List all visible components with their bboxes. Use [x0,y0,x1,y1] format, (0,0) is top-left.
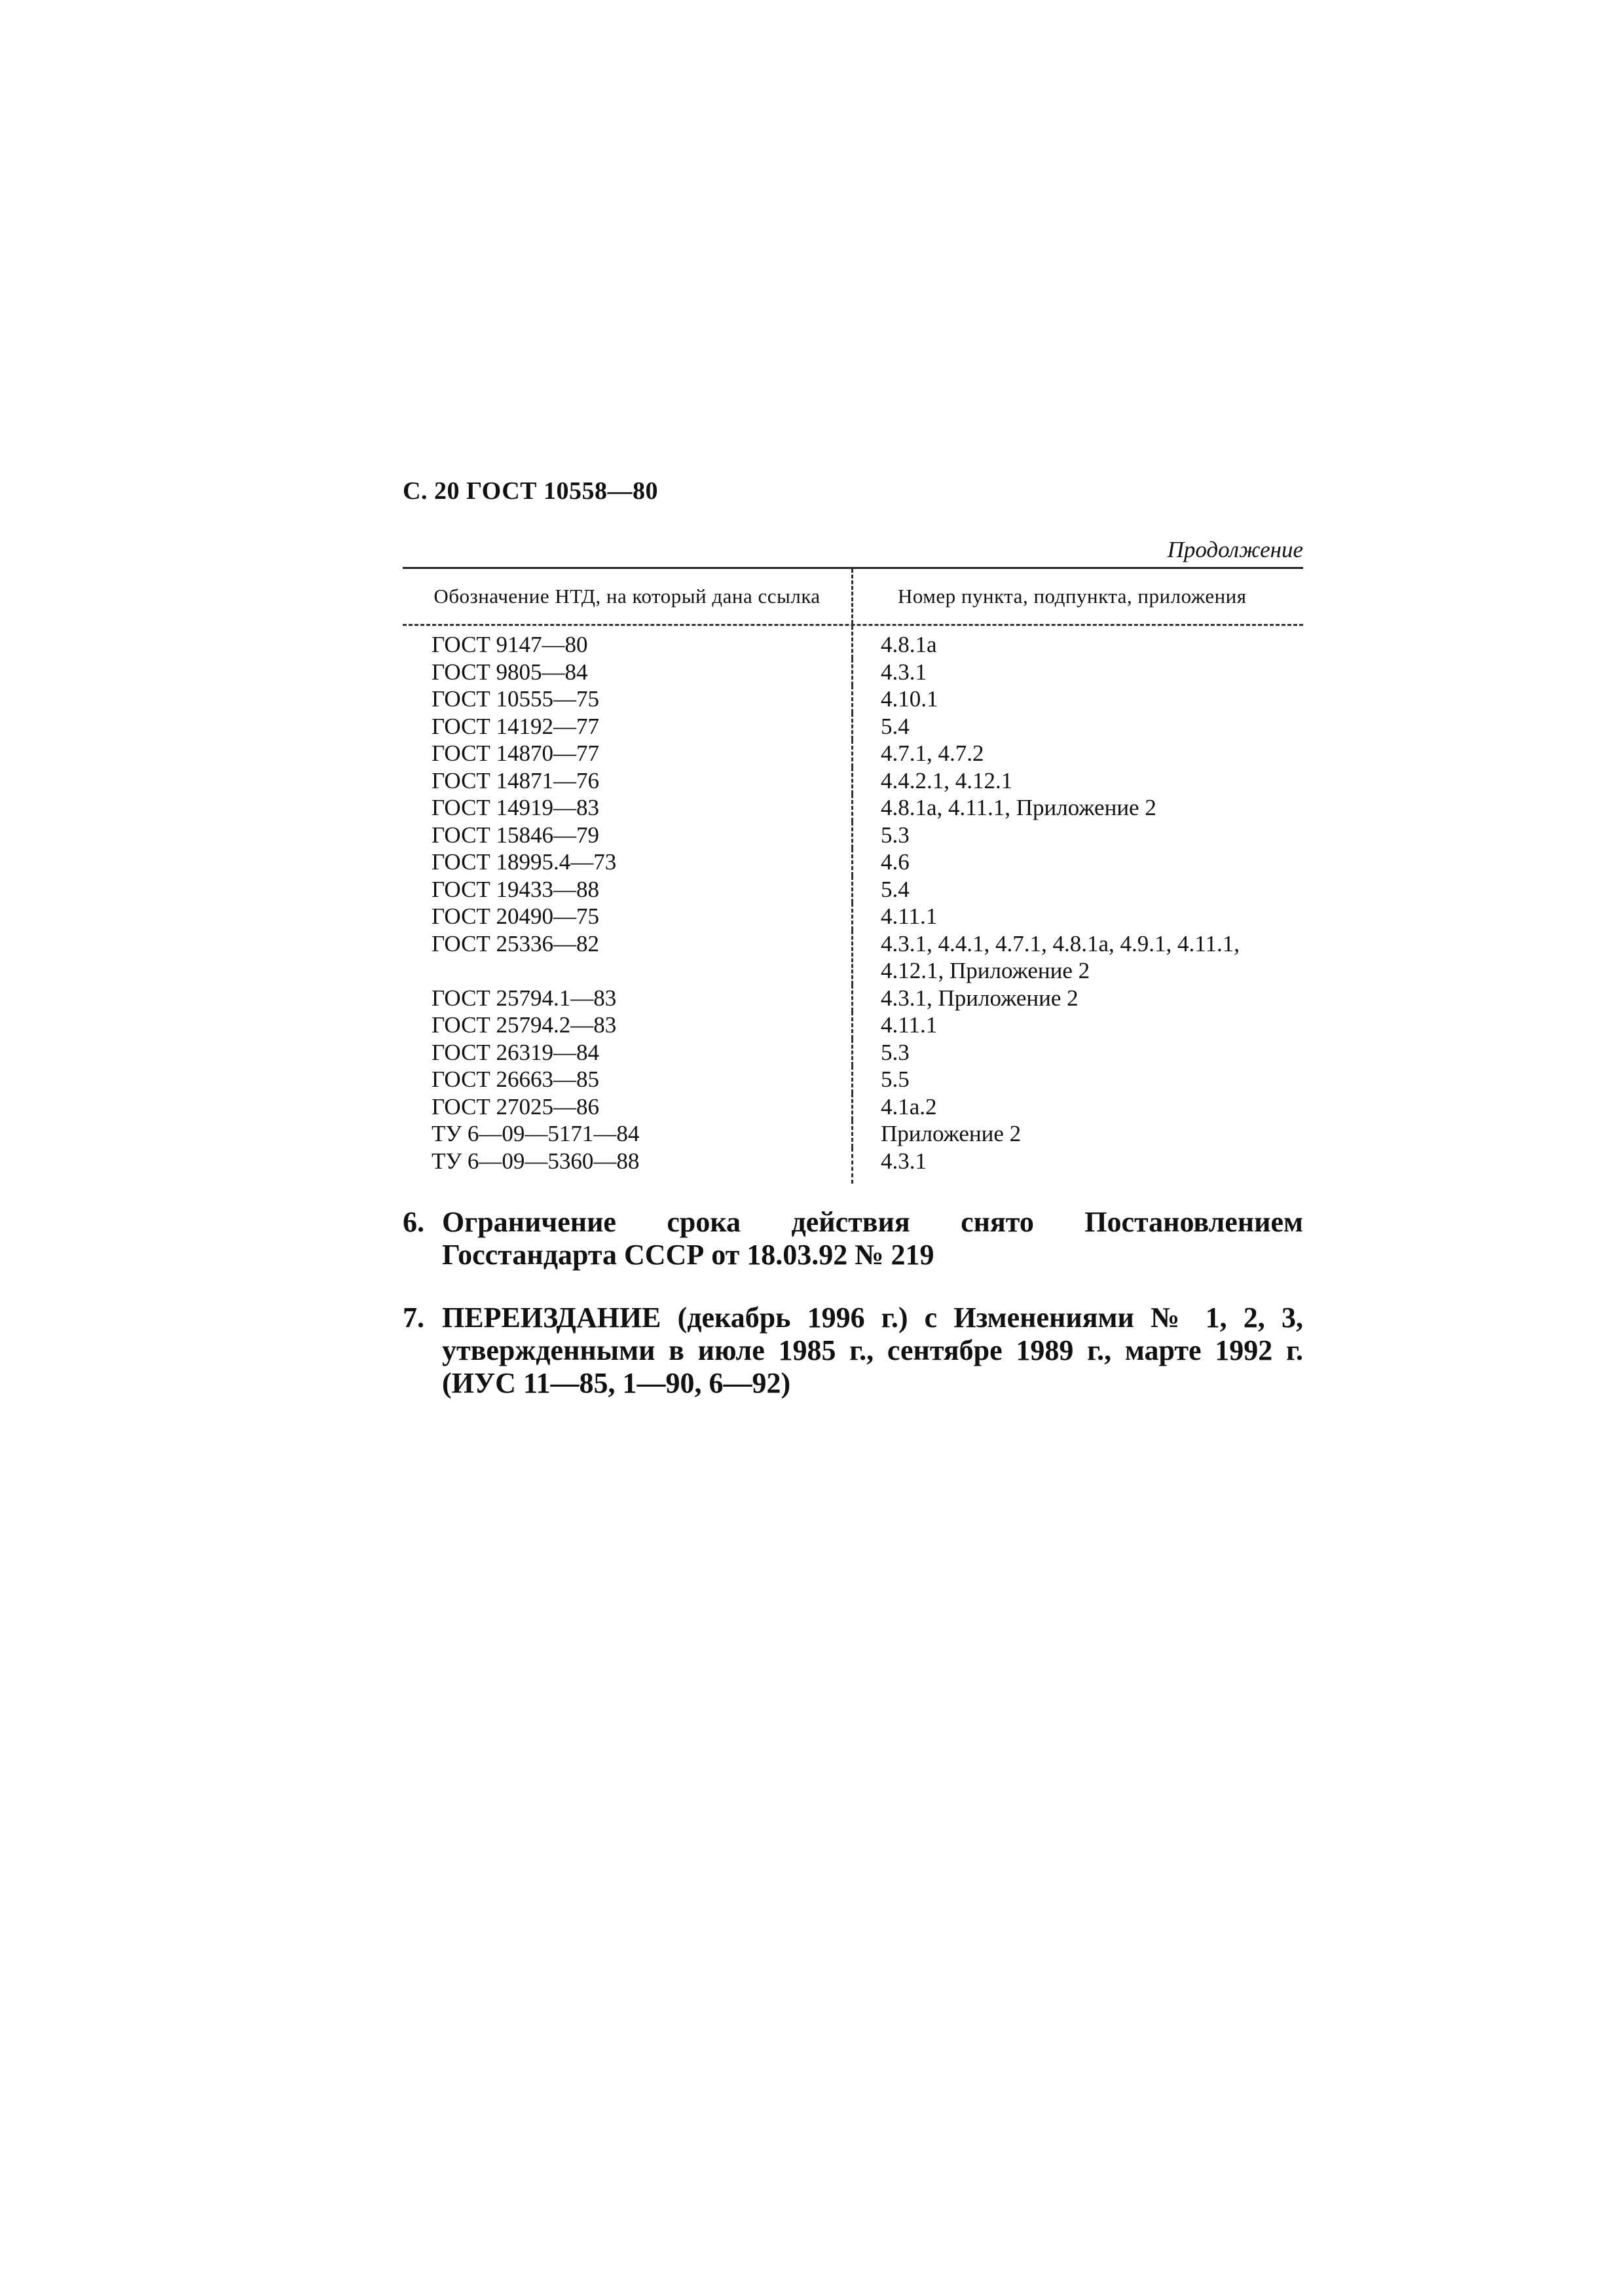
ntd-designation-cell: ТУ 6—09—5360—88 [432,1148,640,1174]
ntd-designation-cell: ГОСТ 26663—85 [432,1066,600,1092]
table-row [403,1148,1303,1184]
table-row [403,1011,1303,1039]
clause-number-cell: 4.8.1а [851,626,1303,659]
clause-number-cell: 4.3.1 [851,1148,1303,1184]
clause-number-cell: 4.8.1а, 4.11.1, Приложение 2 [851,794,1303,822]
page-header: С. 20 ГОСТ 10558—80 [403,477,658,505]
table-row [403,713,1303,740]
reference-table [403,567,1303,1184]
table-row [403,876,1303,903]
continuation-label: Продолжение [1167,537,1303,562]
clause-number-cell: 4.11.1 [851,1011,1303,1039]
ntd-designation-cell: ГОСТ 9805—84 [432,659,588,685]
table-row [403,794,1303,822]
clause-number-cell: 5.3 [851,822,1303,849]
table-row [403,985,1303,1012]
clause-number-cell: 5.4 [851,876,1303,903]
table-row [403,1039,1303,1066]
table-row [403,740,1303,767]
table-row [403,848,1303,876]
header-clause-number: Номер пункта, подпункта, приложения [851,569,1303,624]
ntd-designation-cell: ГОСТ 14871—76 [432,767,600,793]
clause-number-cell: 5.5 [851,1066,1303,1093]
note-text: ПЕРЕИЗДАНИЕ (декабрь 1996 г.) с Изменениями № 1, 2, 3, утвержденными в июле 1985 г., сентябре 1989 г., марте 1992 г. (ИУС 11—85, 1—90, 6—92) [442,1302,1303,1399]
header-ntd-designation: Обозначение НТД, на который дана ссылка [434,585,821,608]
clause-number-cell: 5.4 [851,713,1303,740]
ntd-designation-cell: ГОСТ 19433—88 [432,876,600,902]
note-number: 6. [403,1206,424,1238]
ntd-designation-cell: ГОСТ 25336—82 [432,930,600,957]
table-row [403,930,1303,985]
clause-number-cell: 4.11.1 [851,903,1303,930]
table-row [403,659,1303,686]
ntd-designation-cell: ГОСТ 20490—75 [432,903,600,929]
clause-number-cell: Приложение 2 [851,1120,1303,1148]
clause-number-cell: 5.3 [851,1039,1303,1066]
note-text: Ограничение срока действия снято Постановлением Госстандарта СССР от 18.03.92 № 219 [442,1206,1303,1271]
table-row [403,767,1303,795]
ntd-designation-cell: ГОСТ 9147—80 [432,632,588,657]
table-row [403,626,1303,659]
ntd-designation-cell: ГОСТ 25794.2—83 [432,1012,617,1038]
clause-number-cell: 4.3.1 [851,659,1303,686]
ntd-designation-cell: ГОСТ 25794.1—83 [432,985,617,1011]
ntd-designation-cell: ГОСТ 18995.4—73 [432,849,617,875]
ntd-designation-cell: ГОСТ 10555—75 [432,686,600,712]
table-header-row [403,569,1303,624]
clause-number-cell: 4.1а.2 [851,1093,1303,1121]
ntd-designation-cell: ГОСТ 14870—77 [432,740,600,766]
notes-section [403,1206,1303,1400]
ntd-designation-cell: ГОСТ 15846—79 [432,822,600,848]
table-row [403,685,1303,713]
table-row [403,903,1303,930]
ntd-designation-cell: ГОСТ 14919—83 [432,795,600,820]
ntd-designation-cell: ТУ 6—09—5171—84 [432,1121,640,1146]
note-item [403,1206,1303,1271]
note-item [403,1302,1303,1400]
clause-number-cell: 4.10.1 [851,685,1303,713]
ntd-designation-cell: ГОСТ 14192—77 [432,713,600,739]
ntd-designation-cell: ГОСТ 27025—86 [432,1093,600,1120]
clause-number-cell: 4.6 [851,848,1303,876]
clause-number-cell: 4.7.1, 4.7.2 [851,740,1303,767]
table-body [403,626,1303,1184]
note-number: 7. [403,1302,424,1334]
table-row [403,1120,1303,1148]
table-row [403,1066,1303,1093]
clause-number-cell: 4.3.1, 4.4.1, 4.7.1, 4.8.1а, 4.9.1, 4.11.1, 4.12.1, Приложение 2 [851,930,1303,985]
clause-number-cell: 4.4.2.1, 4.12.1 [851,767,1303,795]
table-row [403,822,1303,849]
table-row [403,1093,1303,1121]
clause-number-cell: 4.3.1, Приложение 2 [851,985,1303,1012]
ntd-designation-cell: ГОСТ 26319—84 [432,1039,600,1065]
